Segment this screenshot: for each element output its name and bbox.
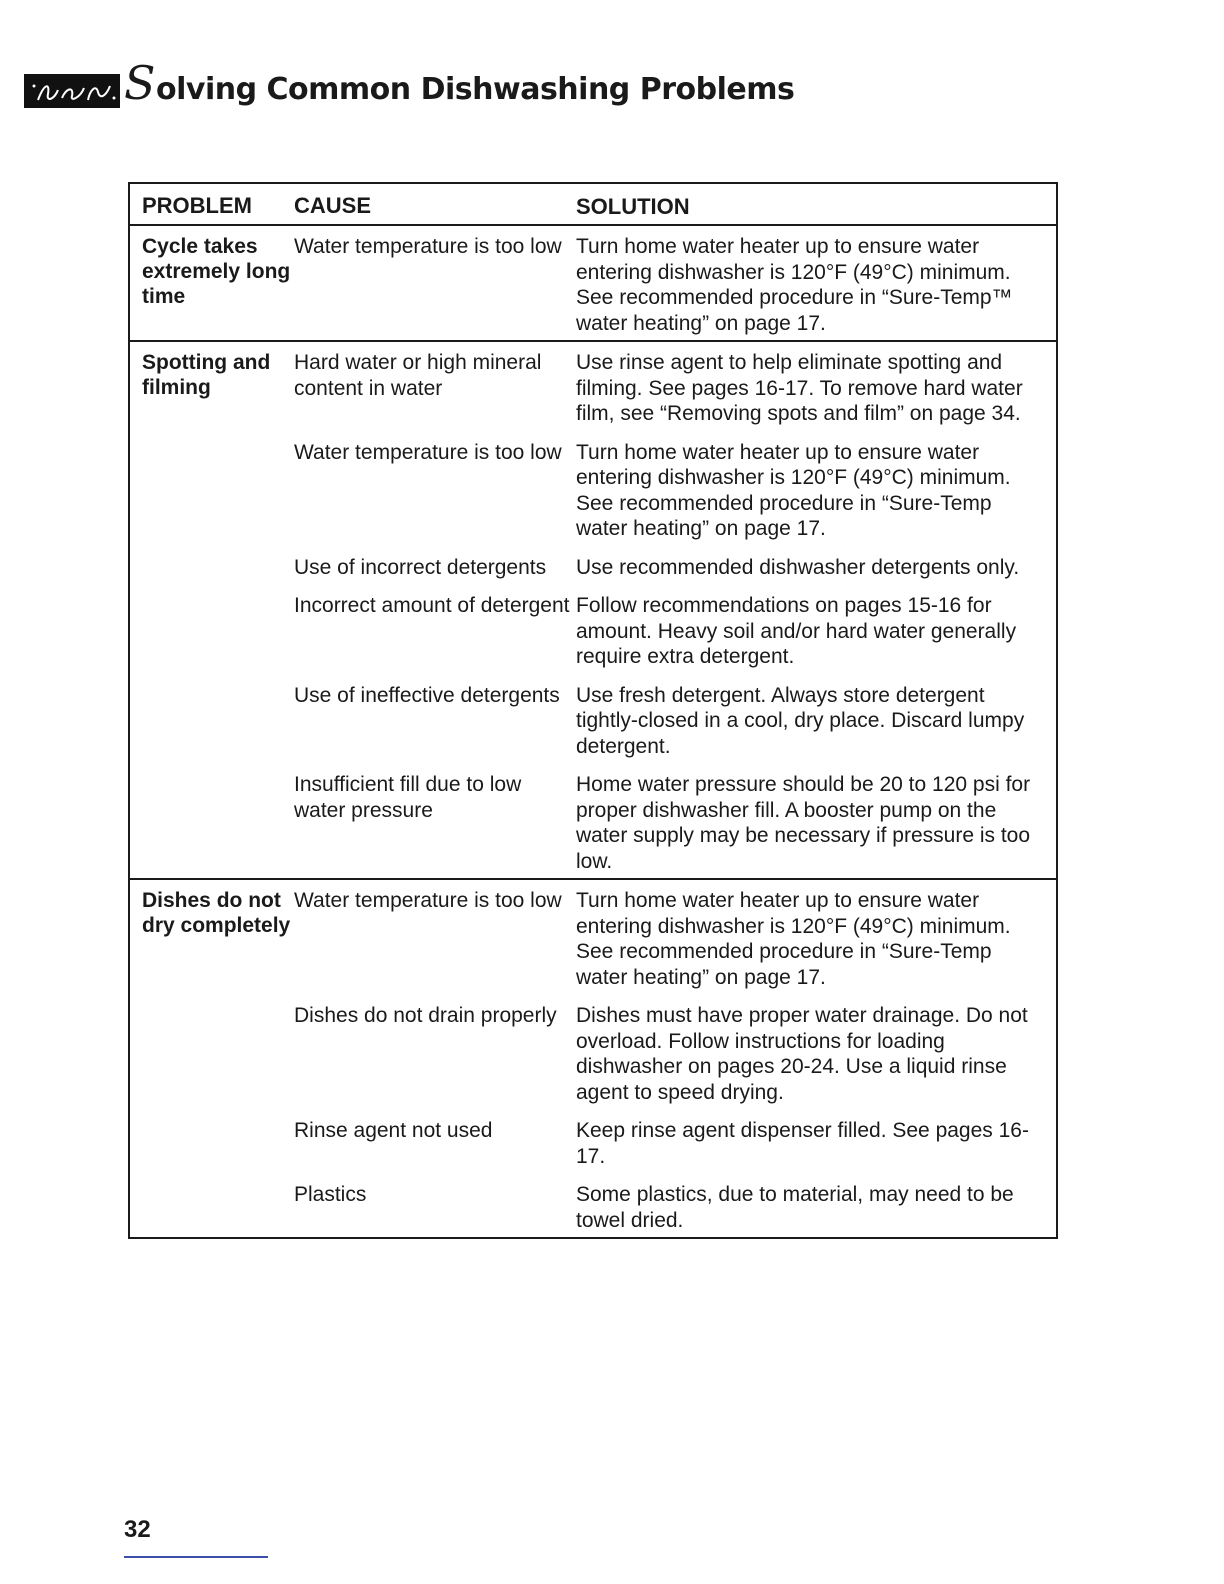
column-header-solution: SOLUTION	[576, 194, 690, 219]
page-header	[24, 58, 794, 118]
solution-cell: Follow recommendations on pages 15-16 for amount. Heavy soil and/or hard water generally require extra detergent.	[576, 594, 1017, 668]
cause-cell: Plastics	[294, 1183, 367, 1206]
column-header-cause: CAUSE	[294, 193, 372, 218]
table-row	[294, 1180, 1056, 1233]
cause-cell: Use of ineffective detergents	[294, 683, 560, 707]
solution-cell: Home water pressure should be 20 to 120 psi for proper dishwasher fill. A booster pump on the water supply may be necessary if pressure is too low.	[576, 773, 1031, 873]
page-number: 32	[124, 1516, 151, 1543]
decorative-logo-icon	[24, 74, 120, 108]
table-header-row	[130, 184, 1056, 226]
cause-cell: Insufficient fill due to low water pressure	[294, 773, 522, 822]
table-row	[294, 770, 1056, 874]
cause-cell: Incorrect amount of detergent	[294, 594, 570, 617]
cause-cell: Rinse agent not used	[294, 1119, 493, 1142]
cause-cell: Water temperature is too low	[294, 235, 562, 258]
table-row	[294, 591, 1056, 670]
solution-cell: Some plastics, due to material, may need to be towel dried.	[576, 1183, 1014, 1232]
table-row	[294, 1116, 1056, 1169]
table-row	[294, 438, 1056, 542]
column-header-problem: PROBLEM	[142, 193, 252, 218]
problem-label: Spotting and filming	[142, 351, 271, 399]
cause-cell: Dishes do not drain properly	[294, 1004, 557, 1027]
table-row	[294, 553, 1056, 581]
problem-group	[130, 226, 1056, 342]
table-row	[294, 348, 1056, 427]
title-text: olving Common Dishwashing Problems	[156, 72, 795, 107]
table-row	[294, 681, 1056, 760]
title-initial: S	[124, 56, 156, 110]
footer-rule	[124, 1556, 268, 1558]
solution-cell: Use rinse agent to help eliminate spotting and filming. See pages 16-17. To remove hard water film, see “Removing spots and film” on page 34.	[576, 351, 1023, 425]
solution-cell: Turn home water heater up to ensure water entering dishwasher is 120°F (49°C) minimum. See recommended procedure in “Sure-Temp water heating” on page 17.	[576, 889, 1011, 989]
solution-cell: Use recommended dishwasher detergents only.	[576, 555, 1020, 579]
troubleshooting-table	[128, 182, 1058, 1239]
problem-group	[130, 342, 1056, 880]
problem-label: Cycle takes extremely long time	[142, 235, 291, 308]
solution-cell: Use fresh detergent. Always store detergent tightly-closed in a cool, dry place. Discard lumpy detergent.	[576, 683, 1025, 758]
cause-cell: Hard water or high mineral content in water	[294, 351, 542, 400]
cause-cell: Water temperature is too low	[294, 889, 562, 912]
table-row	[294, 1001, 1056, 1105]
cause-cell: Use of incorrect detergents	[294, 555, 547, 579]
problem-group	[130, 880, 1056, 1237]
table-row	[294, 886, 1056, 990]
solution-cell: Turn home water heater up to ensure water entering dishwasher is 120°F (49°C) minimum. See recommended procedure in “Sure-Temp™ water heating” on page 17.	[576, 235, 1013, 335]
cause-cell: Water temperature is too low	[294, 440, 562, 464]
page-title	[124, 56, 795, 110]
solution-cell: Dishes must have proper water drainage. Do not overload. Follow instructions for loading dishwasher on pages 20-24. Use a liquid rinse agent to speed drying.	[576, 1004, 1028, 1104]
solution-cell: Turn home water heater up to ensure water entering dishwasher is 120°F (49°C) minimum. See recommended procedure in “Sure-Temp water heating” on page 17.	[576, 440, 1011, 540]
solution-cell: Keep rinse agent dispenser filled. See pages 16-17.	[576, 1119, 1029, 1168]
problem-label: Dishes do not dry completely	[142, 889, 291, 937]
table-row	[294, 232, 1056, 336]
